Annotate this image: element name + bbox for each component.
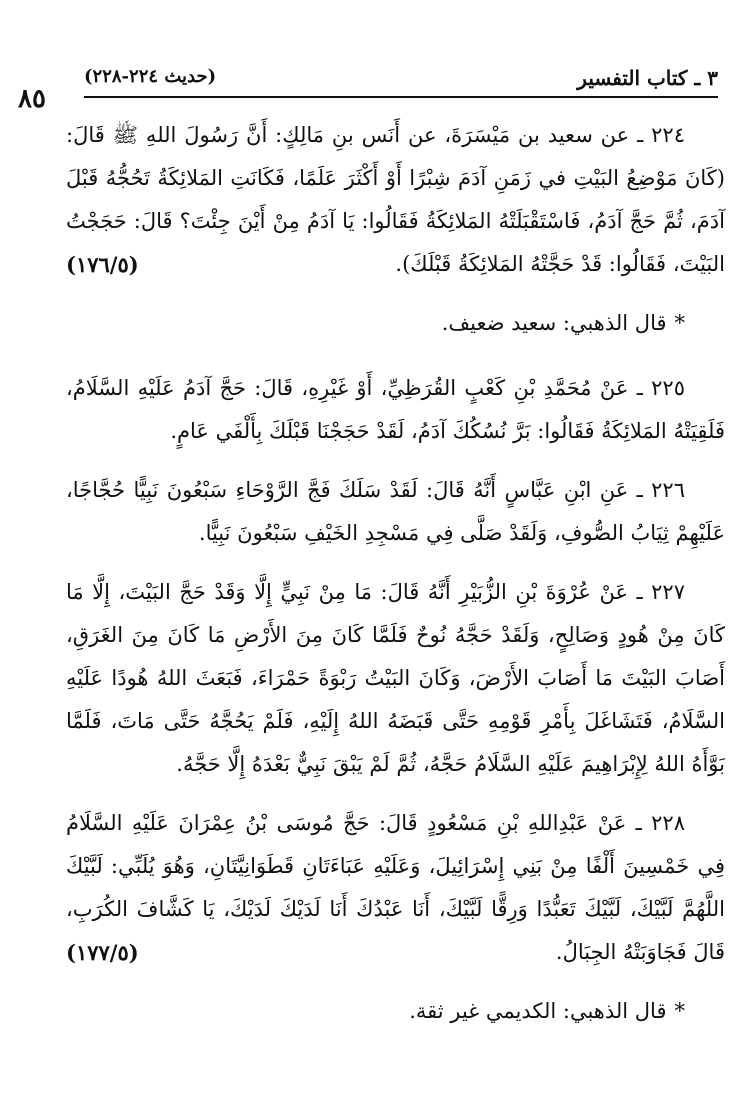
hadith-224-reference: (١٧٦/٥) <box>66 252 139 277</box>
running-title: ٣ ـ كتاب التفسير <box>577 66 718 90</box>
star-marker: * <box>674 311 685 335</box>
page-body <box>66 114 725 1055</box>
page-header <box>18 58 718 114</box>
hadith-228 <box>66 802 725 974</box>
star-marker: * <box>674 999 685 1023</box>
dhahabi-note-1-text: قال الذهبي: سعيد ضعيف. <box>441 311 667 335</box>
hadith-range: (حديث ٢٢٤-٢٢٨) <box>84 66 217 87</box>
page-number: ٨٥ <box>18 84 46 114</box>
header-rule <box>84 96 718 98</box>
hadith-225: ٢٢٥ ـ عَنْ مُحَمَّدِ بْنِ كَعْبٍ القُرَظِيِّ، أَوْ غَيْرِهِ، قَالَ: حَجَّ آدَمُ عَلَيْهِ السَّلَامُ، فَلَقِيَتْهُ المَلائِكَةُ فَقَالُوا: بَرَّ نُسُكُكَ آدَمُ، لَقَدْ حَجَجْنَا قَبْلَكَ بِأَلْفَي عَامٍ. <box>66 376 725 443</box>
hadith-228-reference: (١٧٧/٥) <box>66 940 139 965</box>
hadith-228-text: ٢٢٨ ـ عَنْ عَبْدِاللهِ بْنِ مَسْعُودٍ قَالَ: حَجَّ مُوسَى بْنُ عِمْرَانَ عَلَيْهِ السَّلَامُ فِي خَمْسِينَ أَلْفًا مِنْ بَنِي إِسْرَائِيلَ، وَعَلَيْهِ عَبَاءَتَانِ قَطَوَانِيَّتَانِ، وَهُوَ يُلَبِّي: لَبَّيْكَ اللَّهُمَّ لَبَّيْكَ، لَبَّيْكَ تَعَبُّدًا وَرِقًّا لَبَّيْكَ، أَنَا عَبْدُكَ أَنَا لَدَيْكَ لَدَيْكَ، يَا كَشَّافَ الكُرَبِ، قَالَ فَجَاوَبَتْهُ الجِبَالُ. <box>66 811 725 964</box>
hadith-227: ٢٢٧ ـ عَنْ عُرْوَةَ بْنِ الزُّبَيْرِ أَنَّهُ قَالَ: مَا مِنْ نَبِيٍّ إِلَّا وَقَدْ حَجَّ البَيْتَ، إِلَّا مَا كَانَ مِنْ هُودٍ وَصَالِحٍ، وَلَقَدْ حَجَّهُ نُوحٌ فَلَمَّا كَانَ مِنَ الأَرْضِ مَا كَانَ مِنَ الغَرَقِ، أَصَابَ البَيْتَ مَا أَصَابَ الأَرْضَ، وَكَانَ البَيْتُ رَبْوَةً حَمْرَاءَ، فَبَعَثَ اللهُ هُودًا عَلَيْهِ السَّلَامُ، فَتَشَاغَلَ بِأَمْرِ قَوْمِهِ حَتَّى قَبَضَهُ اللهُ إِلَيْهِ، فَلَمْ يَحُجَّهُ حَتَّى مَاتَ، فَلَمَّا بَوَّأَهُ اللهُ لِإِبْرَاهِيمَ عَلَيْهِ السَّلَامُ حَجَّهُ، ثُمَّ لَمْ يَبْقَ نَبِيٌّ بَعْدَهُ إِلَّا حَجَّهُ. <box>66 580 725 776</box>
dhahabi-note-1 <box>66 302 725 345</box>
hadith-226: ٢٢٦ ـ عَنِ ابْنِ عَبَّاسٍ أَنَّهُ قَالَ: لَقَدْ سَلَكَ فَجَّ الرَّوْحَاءِ سَبْعُونَ نَبِيًّا حُجَّاجًا، عَلَيْهِمْ ثِيَابُ الصُّوفِ، وَلَقَدْ صَلَّى فِي مَسْجِدِ الخَيْفِ سَبْعُونَ نَبِيًّا. <box>66 478 725 545</box>
hadith-224-text: ٢٢٤ ـ عن سعيد بن مَيْسَرَةَ، عن أَنَس بنِ مَالِكٍ: أَنَّ رَسُولَ اللهِ ﷺ قَالَ: (كَانَ مَوْضِعُ البَيْتِ في زَمَنِ آدَمَ شِبْرًا أَوْ أَكْثَرَ عَلَمًا، فَكَانَتِ المَلائِكَةُ تَحُجُّهُ قَبْلَ آدَمَ، ثُمَّ حَجَّ آدَمُ، فَاسْتَقْبَلَتْهُ المَلائِكَةُ فَقَالُوا: يَا آدَمُ مِنْ أَيْنَ جِئْتَ؟ قَالَ: حَجَجْتُ البَيْتَ، فَقَالُوا: قَدْ حَجَّتْهُ المَلائِكَةُ قَبْلَكَ). <box>66 123 725 276</box>
dhahabi-note-2-text: قال الذهبي: الكديمي غير ثقة. <box>409 999 667 1023</box>
dhahabi-note-2 <box>66 990 725 1033</box>
hadith-224 <box>66 114 725 286</box>
